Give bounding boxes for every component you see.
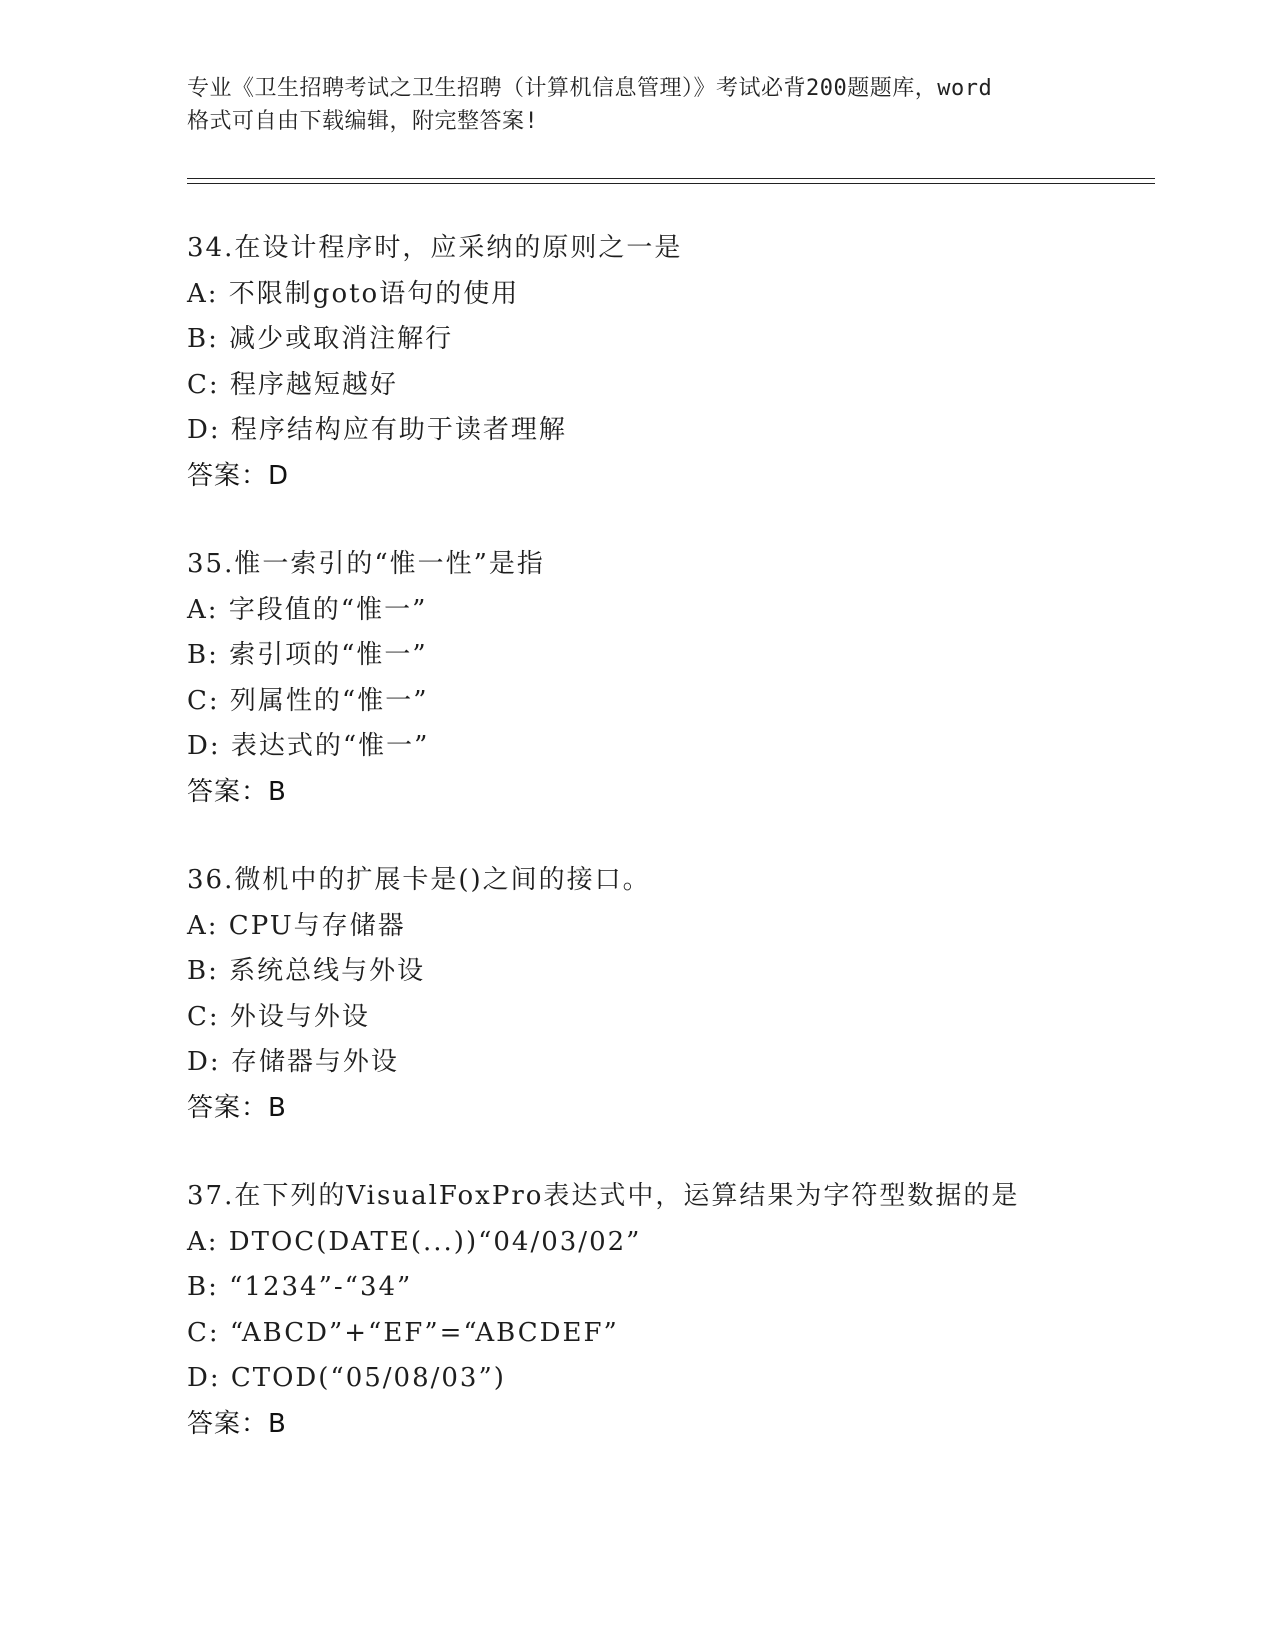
answer-value: B bbox=[268, 776, 286, 807]
option-d: D: 程序结构应有助于读者理解 bbox=[187, 415, 567, 445]
header-divider-bottom bbox=[187, 183, 1155, 184]
answer-line bbox=[187, 1402, 1137, 1448]
question-block bbox=[187, 542, 1137, 815]
header-divider-top bbox=[187, 178, 1155, 179]
question-block bbox=[187, 858, 1137, 1131]
answer-line bbox=[187, 770, 1137, 816]
answer-value: B bbox=[268, 1092, 286, 1123]
option-d: D: CTOD(“05/08/03”) bbox=[187, 1363, 506, 1393]
answer-value: B bbox=[268, 1408, 286, 1439]
option-c: C: 外设与外设 bbox=[187, 1001, 370, 1032]
answer-line bbox=[187, 454, 1137, 500]
option-d: D: 存储器与外设 bbox=[187, 1047, 399, 1077]
header-title-line-1: 专业《卫生招聘考试之卫生招聘（计算机信息管理）》考试必背200题题库，word bbox=[187, 76, 993, 101]
question-stem: 37.在下列的VisualFoxPro表达式中，运算结果为字符型数据的是 bbox=[187, 1181, 1020, 1211]
option-c: C: 程序越短越好 bbox=[187, 369, 398, 400]
option-b: B: “1234”-“34” bbox=[187, 1272, 413, 1302]
question-block bbox=[187, 1174, 1137, 1447]
document-header bbox=[187, 72, 1087, 138]
answer-label: 答案： bbox=[187, 776, 269, 807]
answer-label: 答案： bbox=[187, 1408, 269, 1439]
answer-label: 答案： bbox=[187, 460, 269, 491]
option-a: A: DTOC(DATE(...))“04/03/02” bbox=[187, 1226, 642, 1257]
option-b: B: 系统总线与外设 bbox=[187, 956, 426, 986]
option-a: A: 字段值的“惟一” bbox=[187, 594, 428, 625]
option-c: C: “ABCD”+“EF”=“ABCDEF” bbox=[187, 1317, 619, 1348]
option-b: B: 减少或取消注解行 bbox=[187, 324, 454, 354]
answer-label: 答案： bbox=[187, 1092, 269, 1123]
option-c: C: 列属性的“惟一” bbox=[187, 685, 429, 716]
option-a: A: CPU与存储器 bbox=[187, 910, 406, 941]
option-a: A: 不限制goto语句的使用 bbox=[187, 278, 520, 309]
header-title-line-2: 格式可自由下载编辑，附完整答案! bbox=[187, 109, 539, 134]
option-b: B: 索引项的“惟一” bbox=[187, 640, 428, 670]
question-stem: 34.在设计程序时，应采纳的原则之一是 bbox=[187, 233, 683, 263]
answer-line bbox=[187, 1086, 1137, 1132]
question-block bbox=[187, 226, 1137, 499]
question-stem: 36.微机中的扩展卡是()之间的接口。 bbox=[187, 865, 651, 895]
question-stem: 35.惟一索引的“惟一性”是指 bbox=[187, 549, 545, 579]
option-d: D: 表达式的“惟一” bbox=[187, 731, 430, 761]
answer-value: D bbox=[268, 460, 289, 491]
